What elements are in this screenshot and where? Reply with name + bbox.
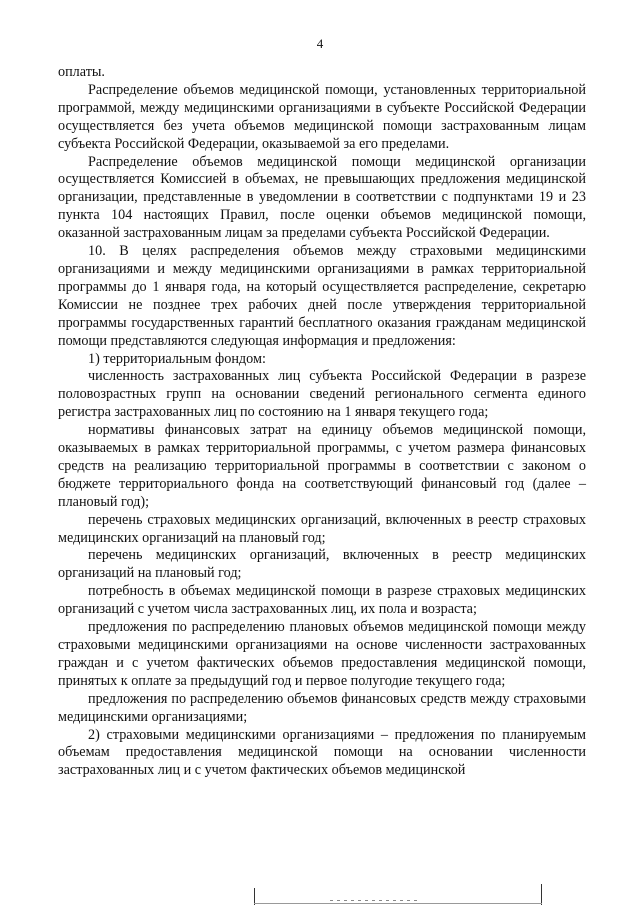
paragraph: Распределение объемов медицинской помощи, установленных территориальной программой, между медицинскими организациями в субъекте Российской Федерации осуществляется без учета объемов медицинской помощи застрахованным лицам субъекта Российской Федерации, оказываемой за его пределами. xyxy=(58,81,586,152)
paragraph: перечень страховых медицинских организаций, включенных в реестр страховых медицинских организаций на плановый год; xyxy=(58,511,586,546)
paragraph: 10. В целях распределения объемов между страховыми медицинскими организациями и между медицинскими организациями в рамках территориальной программы до 1 января года, на который осуществляется распределение, секретарю Комиссии не позднее трех рабочих дней после утверждения территориальной программы государственных гарантий бесплатного оказания гражданам медицинской помощи представляются следующая информация и предложения: xyxy=(58,243,586,349)
paragraph: предложения по распределению плановых объемов медицинской помощи между страховыми медицинскими организациями на основе численности застрахованных граждан и с учетом фактических объемов предоставления медицинской помощи, принятых к оплате за предыдущий год и первое полугодие текущего года; xyxy=(58,619,586,689)
paragraph: Распределение объемов медицинской помощи медицинской организации осуществляется Комиссией в объемах, не превышающих предложения медицинской организации, представленные в уведомлении в соответствии с подпунктами 19 и 23 пункта 104 настоящих Правил, после оценки объемов медицинской помощи, оказанной застрахованным лицам за пределами субъекта Российской Федерации. xyxy=(58,153,586,242)
paragraph: численность застрахованных лиц субъекта Российской Федерации в разрезе половозрастных групп на основании сведений регионального сегмента единого регистра застрахованных лиц по состоянию на 1 января текущего года; xyxy=(58,368,586,421)
paragraph: потребность в объемах медицинской помощи в разрезе страховых медицинских организаций с учетом числа застрахованных лиц, их пола и возраста; xyxy=(58,583,586,618)
scan-mark xyxy=(330,900,420,901)
paragraph: предложения по распределению объемов финансовых средств между страховыми медицинскими организациями; xyxy=(58,690,586,725)
paragraph: 2) страховыми медицинскими организациями – предложения по планируемым объемам предоставления медицинской помощи на основании численности застрахованных лиц и с учетом фактических объемов медицинской xyxy=(58,726,586,779)
scan-mark xyxy=(541,884,542,905)
scan-mark xyxy=(254,903,542,904)
page-number: 4 xyxy=(316,36,324,51)
paragraph: нормативы финансовых затрат на единицу объемов медицинской помощи, оказываемых в рамках территориальной программы, с учетом размера финансовых средств на реализацию территориальной программы в соответствии с законом о бюджете территориального фонда на соответствующий финансовый год (далее – плановый год); xyxy=(58,422,586,510)
paragraph: перечень медицинских организаций, включенных в реестр медицинских организаций на плановый год; xyxy=(58,547,586,582)
scan-artifacts xyxy=(0,880,640,905)
paragraph: оплаты. xyxy=(58,64,105,80)
paragraph: 1) территориальным фондом: xyxy=(88,350,266,367)
document-body xyxy=(58,64,586,780)
